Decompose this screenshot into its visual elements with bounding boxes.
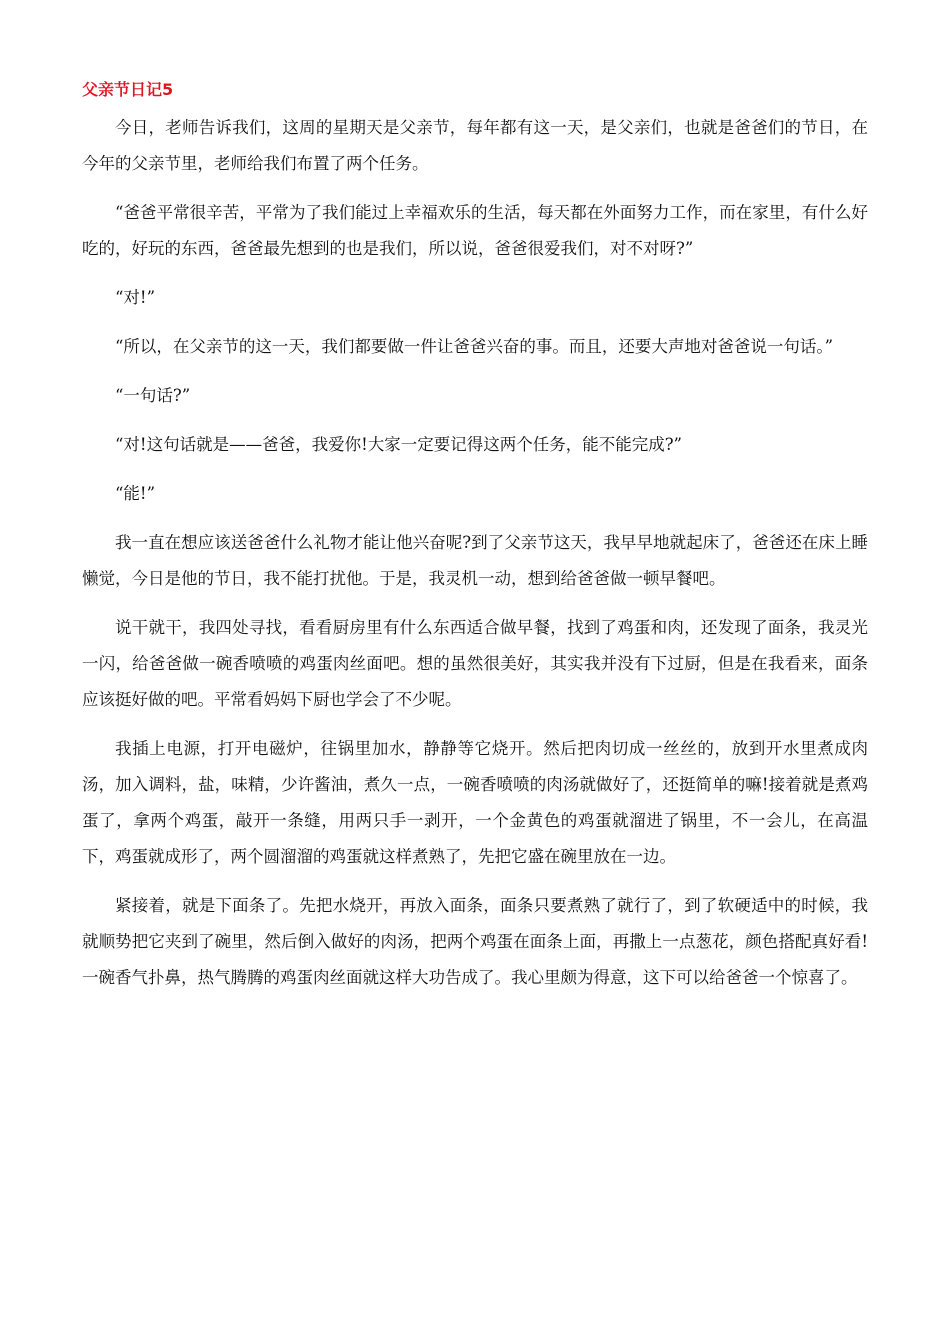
- document-title: 父亲节日记5: [82, 80, 174, 99]
- paragraph: “一句话?”: [115, 386, 191, 405]
- paragraph: “对!”: [115, 288, 156, 307]
- paragraph: 说干就干，我四处寻找，看看厨房里有什么东西适合做早餐，找到了鸡蛋和肉，还发现了面条，我灵光一闪，给爸爸做一碗香喷喷的鸡蛋肉丝面吧。想的虽然很美好，其实我并没有下过厨，但是在我看来，面条应该挺好做的吧。平常看妈妈下厨也学会了不少呢。: [82, 618, 868, 709]
- paragraph: “所以，在父亲节的这一天，我们都要做一件让爸爸兴奋的事。而且，还要大声地对爸爸说一句话。”: [115, 337, 834, 356]
- paragraph: 我插上电源，打开电磁炉，往锅里加水，静静等它烧开。然后把肉切成一丝丝的，放到开水里煮成肉汤，加入调料，盐，味精，少许酱油，煮久一点，一碗香喷喷的肉汤就做好了，还挺简单的嘛!接着就是煮鸡蛋了，拿两个鸡蛋，敲开一条缝，用两只手一剥开，一个金黄色的鸡蛋就溜进了锅里，不一会儿，在高温下，鸡蛋就成形了，两个圆溜溜的鸡蛋就这样煮熟了，先把它盛在碗里放在一边。: [82, 739, 868, 866]
- paragraph: 紧接着，就是下面条了。先把水烧开，再放入面条，面条只要煮熟了就行了，到了软硬适中的时候，我就顺势把它夹到了碗里，然后倒入做好的肉汤，把两个鸡蛋在面条上面，再撒上一点葱花，颜色搭配真好看!一碗香气扑鼻，热气腾腾的鸡蛋肉丝面就这样大功告成了。我心里颇为得意，这下可以给爸爸一个惊喜了。: [82, 896, 868, 987]
- paragraph: 今日，老师告诉我们，这周的星期天是父亲节，每年都有这一天，是父亲们，也就是爸爸们的节日，在今年的父亲节里，老师给我们布置了两个任务。: [82, 118, 868, 173]
- paragraph: “能!”: [115, 484, 156, 503]
- document-body: [82, 110, 868, 1009]
- paragraph: 我一直在想应该送爸爸什么礼物才能让他兴奋呢?到了父亲节这天，我早早地就起床了，爸爸还在床上睡懒觉，今日是他的节日，我不能打扰他。于是，我灵机一动，想到给爸爸做一顿早餐吧。: [82, 533, 868, 588]
- paragraph: “爸爸平常很辛苦，平常为了我们能过上幸福欢乐的生活，每天都在外面努力工作，而在家里，有什么好吃的，好玩的东西，爸爸最先想到的也是我们，所以说，爸爸很爱我们，对不对呀?”: [82, 203, 868, 258]
- paragraph: “对!这句话就是——爸爸，我爱你!大家一定要记得这两个任务，能不能完成?”: [115, 435, 682, 454]
